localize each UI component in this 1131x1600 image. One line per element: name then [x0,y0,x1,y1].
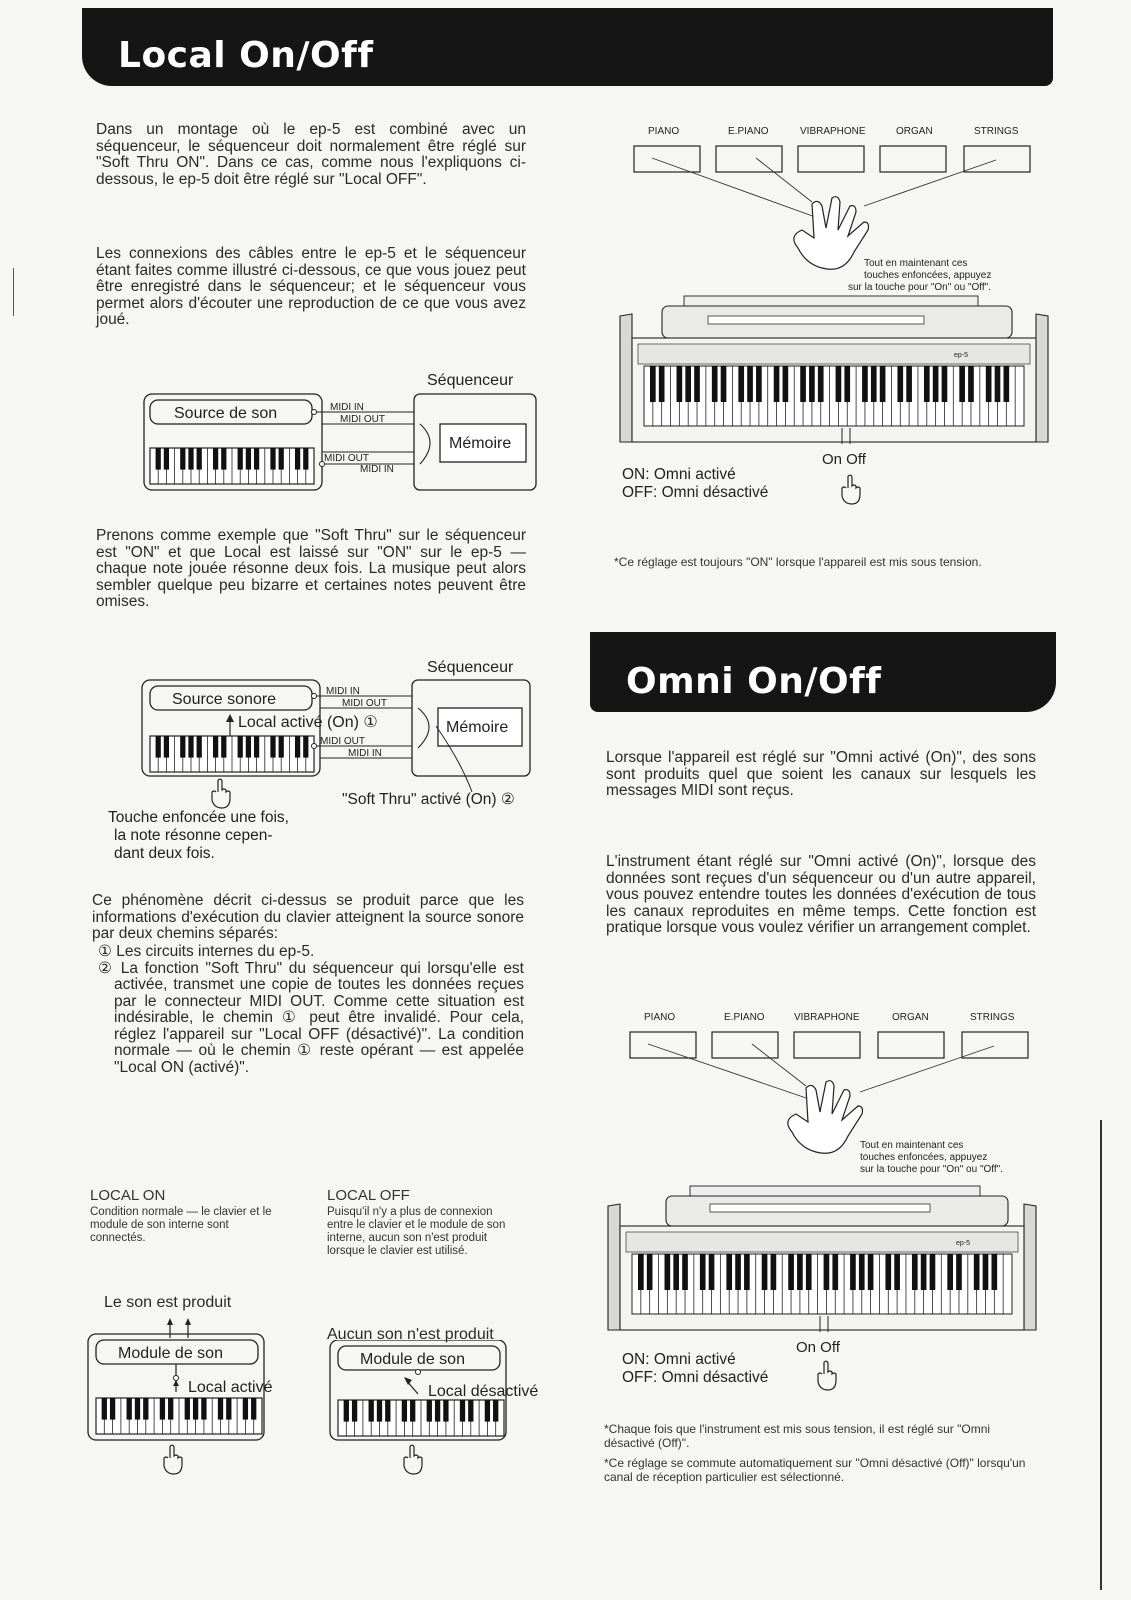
black-key [906,366,912,402]
local-btn-label-vibraphone: VIBRAPHONE [800,126,866,137]
black-key [862,366,868,402]
local-ep5-brand: ep-5 [954,352,969,359]
black-key [700,1254,706,1290]
black-key [685,366,691,402]
local-instruction-1: Tout en maintenant ces [864,258,968,269]
omni-btn-label-epiano: E.PIANO [724,1012,765,1023]
black-key [193,1398,198,1420]
black-key [709,1254,715,1290]
diagram1-source-label: Source de son [174,405,278,422]
diagram2-midi-out-2: MIDI OUT [320,736,365,747]
local-title: Local On/Off [118,35,374,76]
local-piano-button[interactable] [634,146,700,172]
black-key [410,1400,415,1422]
local-para-3: Prenons comme exemple que "Soft Thru" sur le séquenceur est "ON" et que Local est laissé sur "ON" sur le ep-5 — chaque note jouée résonne deux fois. La musique peut alors sembler quelque peu bizarre et certaines notes peuvent être omises. [96,527,526,610]
omni-title: Omni On/Off [626,661,882,702]
black-key [427,1400,432,1422]
black-key [185,1398,190,1420]
black-key [868,1254,874,1290]
black-key [974,1254,980,1290]
black-key [164,448,169,470]
local-off-state: Local désactivé [428,1383,539,1400]
local-on-desc-label: ON: Omni activé [622,466,736,483]
omni-ep5-keyboard [608,1186,1036,1330]
black-key [238,448,243,470]
right-edge-line [1100,1120,1102,1590]
omni-organ-button[interactable] [878,1032,944,1058]
local-on-desc: Condition normale — le clavier et le module de son interne sont connectés. [90,1206,272,1244]
omni-btn-label-piano: PIANO [644,1012,676,1023]
black-key [665,1254,671,1290]
black-key [747,366,753,402]
black-key [986,366,992,402]
black-key [352,1400,357,1422]
black-key [673,1254,679,1290]
black-key [468,1400,473,1422]
black-key [243,1398,248,1420]
diagram1-memory-label: Mémoire [449,435,512,452]
local-on-heading: LOCAL ON [90,1187,166,1204]
black-key [156,736,161,758]
diagram1-keyboard [150,448,314,484]
diagram2-source-label: Source sonore [172,691,277,708]
diagram1-midi-out-2: MIDI OUT [324,453,369,464]
black-key [270,736,275,758]
diagram2-caption-3: dant deux fois. [114,845,215,862]
black-key [197,448,202,470]
black-key [344,1400,349,1422]
black-key [824,1254,830,1290]
black-key [493,1400,498,1422]
local-on-module: Module de son [118,1345,223,1362]
pressing-hand-icon [212,779,230,808]
black-key [238,736,243,758]
black-key [726,1254,732,1290]
black-key [836,366,842,402]
black-key [682,1254,688,1290]
omni-note-2: *Ce réglage se commute automatiquement sur "Omni désactivé (Off)" lorsqu'un canal de réception particulier est sélectionné. [604,1456,1026,1484]
black-key [721,366,727,402]
local-hand-icon [794,197,869,270]
local-instruction-3: sur la touche pour "On" ou "Off". [848,282,991,293]
black-key [180,448,185,470]
black-key [156,448,161,470]
black-key [650,366,656,402]
local-on-state: Local activé [188,1379,273,1396]
black-key [377,1400,382,1422]
omni-title-banner [590,632,1056,712]
black-key [164,736,169,758]
black-key [180,736,185,758]
black-key [201,1398,206,1420]
black-key [221,736,226,758]
black-key [659,366,665,402]
local-panel-buttons [634,126,1030,172]
local-ep5-keyboard [620,296,1048,442]
black-key [788,1254,794,1290]
black-key [295,736,300,758]
local-btn-label-organ: ORGAN [896,126,933,137]
local-epiano-button[interactable] [716,146,782,172]
diagram2-midi-in-2: MIDI IN [348,748,382,759]
local-btn-label-piano: PIANO [648,126,680,137]
black-key [213,736,218,758]
black-key [968,366,974,402]
diagram2-memory-label: Mémoire [446,719,509,736]
black-key [270,448,275,470]
local-instruction-2: touches enfoncées, appuyez [864,270,992,281]
black-key [942,366,948,402]
black-key [295,448,300,470]
black-key [188,736,193,758]
black-key [279,736,284,758]
black-key [168,1398,173,1420]
black-key [435,1400,440,1422]
black-key [251,1398,256,1420]
black-key [809,366,815,402]
omni-epiano-button[interactable] [712,1032,778,1058]
black-key [897,366,903,402]
omni-on-off-label: On Off [796,1339,840,1356]
black-key [921,1254,927,1290]
black-key [213,448,218,470]
local-organ-button[interactable] [880,146,946,172]
black-key [303,448,308,470]
black-key [443,1400,448,1422]
black-key [246,448,251,470]
black-key [369,1400,374,1422]
diagram2-keyboard [150,736,314,772]
diagram2-caption-2: la note résonne cepen- [114,827,273,844]
diagram1-sequencer-label: Séquenceur [427,372,514,389]
diagram2-local-label: Local activé (On) ① [238,714,378,731]
black-key [110,1398,115,1420]
black-key [460,1400,465,1422]
diagram1-midi-in-2: MIDI IN [360,464,394,475]
local-off-heading: LOCAL OFF [327,1187,410,1204]
diagram1-midi-out-1: MIDI OUT [340,414,385,425]
black-key [885,1254,891,1290]
black-key [991,1254,997,1290]
margin-mark [13,268,14,316]
local-panel-press-icon [842,475,860,504]
omni-para-1: Lorsque l'appareil est réglé sur "Omni activé (On)", des sons sont produits quel que soient les canaux sur lesquels les messages MIDI sont reçus. [606,749,1036,799]
black-key [744,1254,750,1290]
black-key [844,366,850,402]
black-key [818,366,824,402]
black-key [102,1398,107,1420]
omni-panel-buttons [630,1012,1028,1058]
omni-ep5-brand: ep-5 [956,1240,971,1247]
black-key [127,1398,132,1420]
black-key [762,1254,768,1290]
omni-instruction-2: touches enfoncées, appuyez [860,1152,988,1163]
local-para-1: Dans un montage où le ep-5 est combiné avec un séquenceur, le séquenceur doit normalement être réglé sur "Soft Thru ON". Dans ce cas, comme nous l'expliquons ci-dessous, le ep-5 doit être réglé sur "Local OFF". [96,121,526,188]
black-key [197,736,202,758]
local-off-keyboard [338,1400,504,1436]
omni-note-1: *Chaque fois que l'instrument est mis sous tension, il est réglé sur "Omni désactivé (Off)". [604,1422,991,1450]
step-1: ① Les circuits internes du ep-5. [98,943,315,960]
black-key [485,1400,490,1422]
black-key [850,1254,856,1290]
local-on-off-label: On Off [822,451,866,468]
black-key [694,366,700,402]
black-key [246,736,251,758]
black-key [135,1398,140,1420]
omni-panel-press-icon [818,1361,836,1390]
black-key [385,1400,390,1422]
black-key [677,366,683,402]
omni-instruction-1: Tout en maintenant ces [860,1140,964,1151]
diagram2-midi-in-1: MIDI IN [326,686,360,697]
local-on-result: Le son est produit [104,1294,232,1311]
black-key [279,448,284,470]
black-key [797,1254,803,1290]
local-steps-list [92,944,524,1076]
local-off-hand-icon [404,1445,422,1474]
omni-instruction-3: sur la touche pour "On" ou "Off". [860,1164,1003,1175]
black-key [188,448,193,470]
local-btn-label-strings: STRINGS [974,126,1019,137]
local-off-diagram [328,1340,568,1480]
black-key [218,1398,223,1420]
sound-arrows [167,1318,191,1338]
omni-para-2: L'instrument étant réglé sur "Omni activé (On)", lorsque des données sont reçues d'un séquenceur ou d'un autre appareil, vous pouvez entendre toutes les données d'exécution de tous les canaux reproduites en même temps. Cette fonction est pratique lorsque vous voulez vérifier un arrangement complet. [606,853,1036,936]
local-off-result: Aucun son n'est produit [327,1326,494,1343]
black-key [221,448,226,470]
local-btn-label-epiano: E.PIANO [728,126,769,137]
black-key [783,366,789,402]
omni-on-desc-label: ON: Omni activé [622,1351,736,1368]
local-on-diagram [86,1318,306,1478]
diagram2-sequencer-label: Séquenceur [427,659,514,676]
black-key [832,1254,838,1290]
black-key [303,736,308,758]
black-key [912,1254,918,1290]
black-key [956,1254,962,1290]
soft-thru-diagram [106,652,556,872]
black-key [933,366,939,402]
black-key [995,366,1001,402]
black-key [859,1254,865,1290]
black-key [647,1254,653,1290]
local-panel-note: *Ce réglage est toujours "ON" lorsque l'appareil est mis sous tension. [614,555,982,569]
local-vibraphone-button[interactable] [798,146,864,172]
black-key [160,1398,165,1420]
step-2: ② La fonction "Soft Thru" du séquenceur qui lorsqu'elle est activée, transmet une copie de toutes les données reçues par le connecteur MIDI OUT. Comme cette situation est indésirable, le chemin ① peut être invalidé. Pour cela, réglez l'appareil sur "Local OFF (désactivé)". La condition normale — où le chemin ① reste opérant — est appelée "Local ON (activé)". [98,959,524,1076]
omni-btn-label-strings: STRINGS [970,1012,1015,1023]
omni-vibraphone-button[interactable] [794,1032,860,1058]
connection-diagram [140,364,550,504]
omni-btn-label-vibraphone: VIBRAPHONE [794,1012,860,1023]
local-off-module: Module de son [360,1351,465,1368]
black-key [880,366,886,402]
diagram2-midi-out-1: MIDI OUT [342,698,387,709]
omni-btn-label-organ: ORGAN [892,1012,929,1023]
local-on-keyboard [96,1398,262,1434]
local-para-2: Les connexions des câbles entre le ep-5 et le séquenceur étant faites comme illustré ci-dessous, ce que vous jouez peut être enregistré dans le séquenceur; et le séquenceur vous permet alors d'écouter une reproduction de ce que vous avez joué. [96,245,526,328]
omni-hand-icon [788,1081,863,1154]
black-key [930,1254,936,1290]
local-on-hand-icon [164,1445,182,1474]
black-key [894,1254,900,1290]
omni-off-desc-label: OFF: Omni désactivé [622,1369,769,1386]
omni-piano-button[interactable] [630,1032,696,1058]
black-key [771,1254,777,1290]
black-key [924,366,930,402]
black-key [738,366,744,402]
black-key [226,1398,231,1420]
black-key [774,366,780,402]
black-key [143,1398,148,1420]
diagram1-midi-in-1: MIDI IN [330,402,364,413]
diagram2-caption-1: Touche enfoncée une fois, [108,809,289,826]
omni-panel-illustration [606,1004,1046,1394]
black-key [806,1254,812,1290]
local-panel-illustration [618,118,1050,508]
black-key [1003,366,1009,402]
local-para-4: Ce phénomène décrit ci-dessus se produit parce que les informations d'exécution du clavier atteignent la source sonore par deux chemins séparés: [92,892,524,942]
black-key [800,366,806,402]
black-key [254,448,259,470]
black-key [402,1400,407,1422]
black-key [254,736,259,758]
black-key [947,1254,953,1290]
local-title-banner [82,8,1053,86]
local-off-desc-label: OFF: Omni désactivé [622,484,769,501]
omni-strings-button[interactable] [962,1032,1028,1058]
black-key [735,1254,741,1290]
black-key [959,366,965,402]
black-key [983,1254,989,1290]
local-off-desc: Puisqu'il n'y a plus de connexion entre le clavier et le module de son interne, aucun son n'est produit lorsque le clavier est utilisé. [327,1206,506,1257]
black-key [871,366,877,402]
diagram2-soft-thru-label: "Soft Thru" activé (On) ② [342,791,515,808]
black-key [638,1254,644,1290]
black-key [712,366,718,402]
black-key [756,366,762,402]
